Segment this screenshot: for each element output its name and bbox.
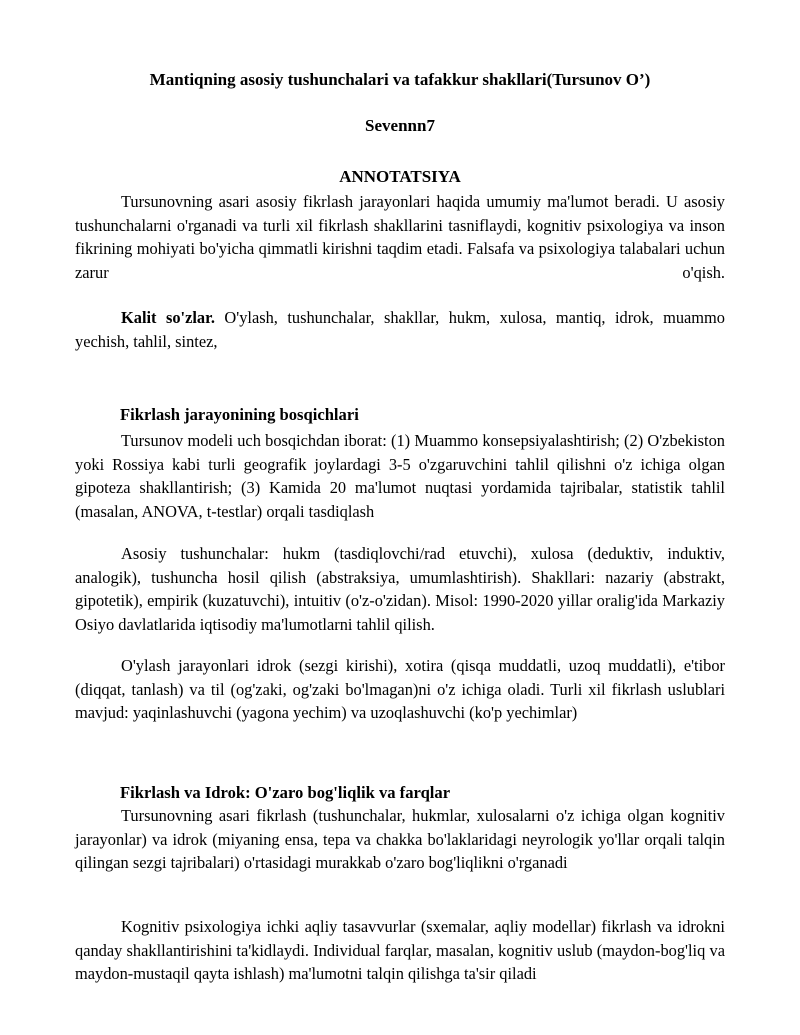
annotation-heading: ANNOTATSIYA	[339, 167, 461, 186]
section2-paragraph-2: Kognitiv psixologiya ichki aqliy tasavvurlar (sxemalar, aqliy modellar) fikrlash va idrokni qanday shakllantirishini ta'kidlaydi. Individual farqlar, masalan, kognitiv uslub (maydon-bog'liq va maydon-mustaqil qayta ishlash) ma'lumotni talqin qilishga ta'sir qiladi	[75, 917, 725, 984]
section-heading-thinking-perception: Fikrlash va Idrok: O'zaro bog'liqlik va farqlar	[120, 783, 451, 802]
document-title: Mantiqning asosiy tushunchalari va tafakkur shakllari(Tursunov O’)	[149, 70, 651, 89]
author-name: Sevennn7	[365, 116, 435, 135]
section2-paragraph-1: Tursunovning asari fikrlash (tushunchalar, hukmlar, xulosalarni o'z ichiga olgan kognitiv jarayonlar) va idrok (miyaning ensa, tepa va chakka bo'laklaridagi neyrologik yo'llar orqali talqin qilingan sezgi tajribalari) o'rtasidagi murakkab o'zaro bog'liqlikni o'rganadi	[75, 806, 725, 873]
keywords-text: O'ylash, tushunchalar, shakllar, hukm, xulosa, mantiq, idrok, muammo yechish, tahlil, sintez,	[75, 308, 725, 351]
section1-paragraph-1: Tursunov modeli uch bosqichdan iborat: (1) Muammo konsepsiyalashtirish; (2) O'zbekiston yoki Rossiya kabi turli geografik joylardagi 3-5 o'zgaruvchini tahlil qilishni o'z ichiga olgan gipoteza shakllantirish; (3) Kamida 20 ma'lumot nuqtasi yordamida tajribalar, statistik tahlil (masalan, ANOVA, t-testlar) orqali tasdiqlash	[75, 431, 725, 521]
keywords-paragraph	[75, 306, 725, 353]
section1-paragraph-2: Asosiy tushunchalar: hukm (tasdiqlovchi/rad etuvchi), xulosa (deduktiv, induktiv, analogik), tushuncha hosil qilish (abstraksiya, umumlashtirish). Shakllari: nazariy (abstrakt, gipotetik), empirik (kuzatuvchi), intuitiv (o'z-o'zidan). Misol: 1990-2020 yillar oralig'ida Markaziy Osiyo davlatlarida iqtisodiy ma'lumotlarni tahlil qilish.	[75, 544, 725, 634]
section1-paragraph-3: O'ylash jarayonlari idrok (sezgi kirishi), xotira (qisqa muddatli, uzoq muddatli), e'tibor (diqqat, tanlash) va til (og'zaki, og'zaki bo'lmagan)ni o'z ichiga oladi. Turli xil fikrlash uslublari mavjud: yaqinlashuvchi (yagona yechim) va uzoqlashuvchi (ko'p yechimlar)	[75, 656, 725, 723]
annotation-paragraph: Tursunovning asari asosiy fikrlash jarayonlari haqida umumiy ma'lumot beradi. U asosiy tushunchalarni o'rganadi va turli xil fikrlash shakllarini tasniflaydi, kognitiv psixologiya va inson fikrining mohiyati bo'yicha qimmatli kirishni taqdim etadi. Falsafa va psixologiya talabalari uchun zarur o'qish.	[75, 192, 725, 282]
section-heading-stages: Fikrlash jarayonining bosqichlari	[120, 405, 359, 424]
keywords-label: Kalit so'zlar.	[121, 308, 215, 327]
